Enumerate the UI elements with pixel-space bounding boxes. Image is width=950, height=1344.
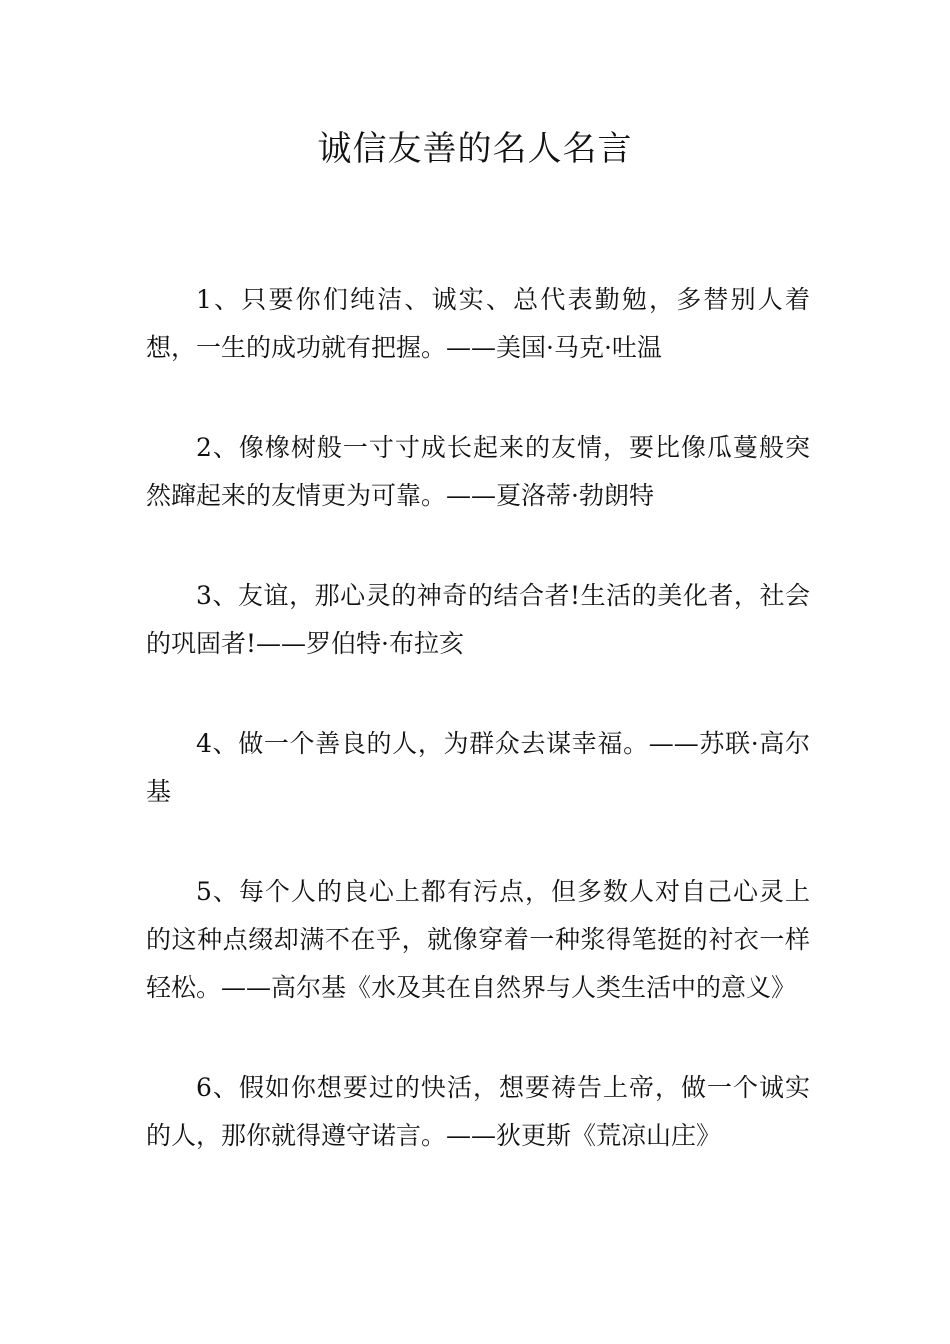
quote-item-5: 5、每个人的良心上都有污点，但多数人对自己心灵上的这种点缀却满不在乎，就像穿着一种浆得笔挺的衬衣一样轻松。——高尔基《水及其在自然界与人类生活中的意义》	[146, 877, 810, 1002]
quote-item-6: 6、假如你想要过的快活，想要祷告上帝，做一个诚实的人，那你就得遵守诺言。——狄更斯《荒凉山庄》	[146, 1073, 810, 1150]
quote-item-1: 1、只要你们纯洁、诚实、总代表勤勉，多替别人着想，一生的成功就有把握。——美国·马克·吐温	[146, 285, 810, 362]
document-title: 诚信友善的名人名言	[317, 129, 633, 169]
quote-item-2: 2、像橡树般一寸寸成长起来的友情，要比像瓜蔓般突然蹿起来的友情更为可靠。——夏洛蒂·勃朗特	[146, 433, 810, 510]
quote-item-4: 4、做一个善良的人，为群众去谋幸福。——苏联·高尔基	[146, 729, 810, 806]
quote-item-3: 3、友谊，那心灵的神奇的结合者!生活的美化者，社会的巩固者!——罗伯特·布拉亥	[146, 581, 810, 658]
quote-list	[146, 276, 810, 1212]
